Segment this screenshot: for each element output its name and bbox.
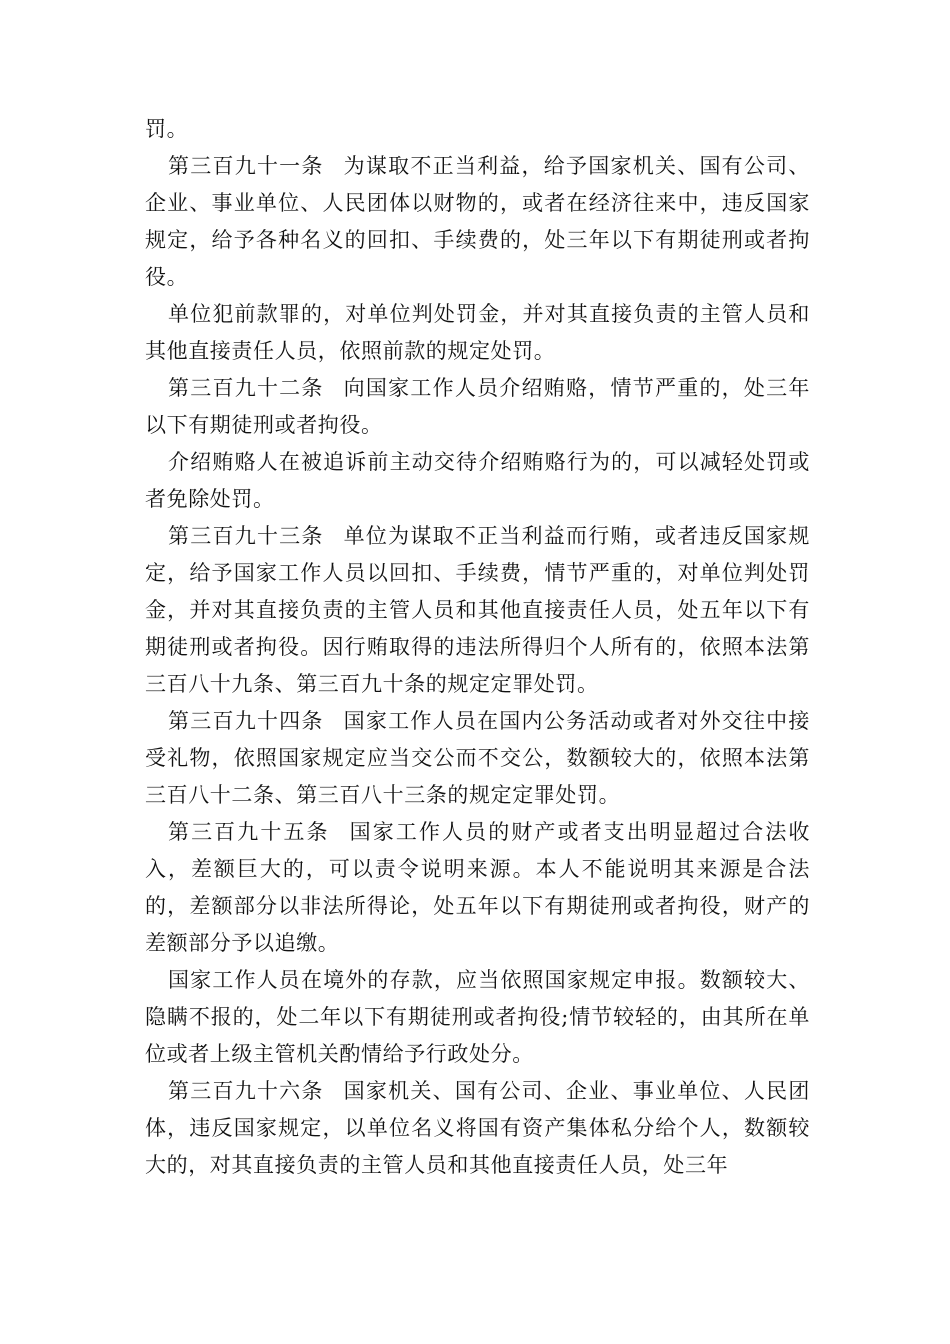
- paragraph-text: 罚。: [145, 117, 189, 141]
- article-number: 第三百九十一条: [168, 154, 324, 178]
- paragraph-article-391: [145, 148, 810, 296]
- paragraph-text: 介绍贿赂人在被追诉前主动交待介绍贿赂行为的，可以减轻处罚或者免除处罚。: [145, 450, 810, 511]
- paragraph-article-395: [145, 814, 810, 962]
- paragraph-text: 向国家工作人员介绍贿赂，情节严重的，处三年以下有期徒刑或者拘役。: [145, 376, 810, 437]
- article-number: 第三百九十三条: [168, 524, 324, 548]
- paragraph-article-392: [145, 370, 810, 444]
- article-number: 第三百九十四条: [168, 709, 324, 733]
- paragraph-article-393: [145, 518, 810, 703]
- article-number: 第三百九十六条: [168, 1079, 324, 1103]
- paragraph-article-396: [145, 1073, 810, 1184]
- article-number: 第三百九十二条: [168, 376, 324, 400]
- paragraph-0: [145, 111, 810, 148]
- document-body: [145, 111, 810, 1184]
- article-number: 第三百九十五条: [168, 820, 330, 844]
- paragraph-text: 单位犯前款罪的，对单位判处罚金，并对其直接负责的主管人员和其他直接责任人员，依照前款的规定处罚。: [145, 302, 810, 363]
- paragraph-2: [145, 296, 810, 370]
- paragraph-text: 国家机关、国有公司、企业、事业单位、人民团体，违反国家规定，以单位名义将国有资产集体私分给个人，数额较大的，对其直接负责的主管人员和其他直接责任人员，处三年: [145, 1079, 810, 1177]
- paragraph-text: 单位为谋取不正当利益而行贿，或者违反国家规定，给予国家工作人员以回扣、手续费，情节严重的，对单位判处罚金，并对其直接负责的主管人员和其他直接责任人员，处五年以下有期徒刑或者拘役。因行贿取得的违法所得归个人所有的，依照本法第三百八十九条、第三百九十条的规定定罪处罚。: [145, 524, 810, 696]
- paragraph-article-394: [145, 703, 810, 814]
- paragraph-4: [145, 444, 810, 518]
- paragraph-text: 国家工作人员在境外的存款，应当依照国家规定申报。数额较大、隐瞒不报的，处二年以下有期徒刑或者拘役;情节较轻的，由其所在单位或者上级主管机关酌情给予行政处分。: [145, 968, 810, 1066]
- paragraph-text: 国家工作人员在国内公务活动或者对外交往中接受礼物，依照国家规定应当交公而不交公，数额较大的，依照本法第三百八十二条、第三百八十三条的规定定罪处罚。: [145, 709, 810, 807]
- paragraph-text: 国家工作人员的财产或者支出明显超过合法收入，差额巨大的，可以责令说明来源。本人不能说明其来源是合法的，差额部分以非法所得论，处五年以下有期徒刑或者拘役，财产的差额部分予以追缴。: [145, 820, 811, 955]
- paragraph-8: [145, 962, 810, 1073]
- paragraph-text: 为谋取不正当利益，给予国家机关、国有公司、企业、事业单位、人民团体以财物的，或者在经济往来中，违反国家规定，给予各种名义的回扣、手续费的，处三年以下有期徒刑或者拘役。: [145, 154, 810, 289]
